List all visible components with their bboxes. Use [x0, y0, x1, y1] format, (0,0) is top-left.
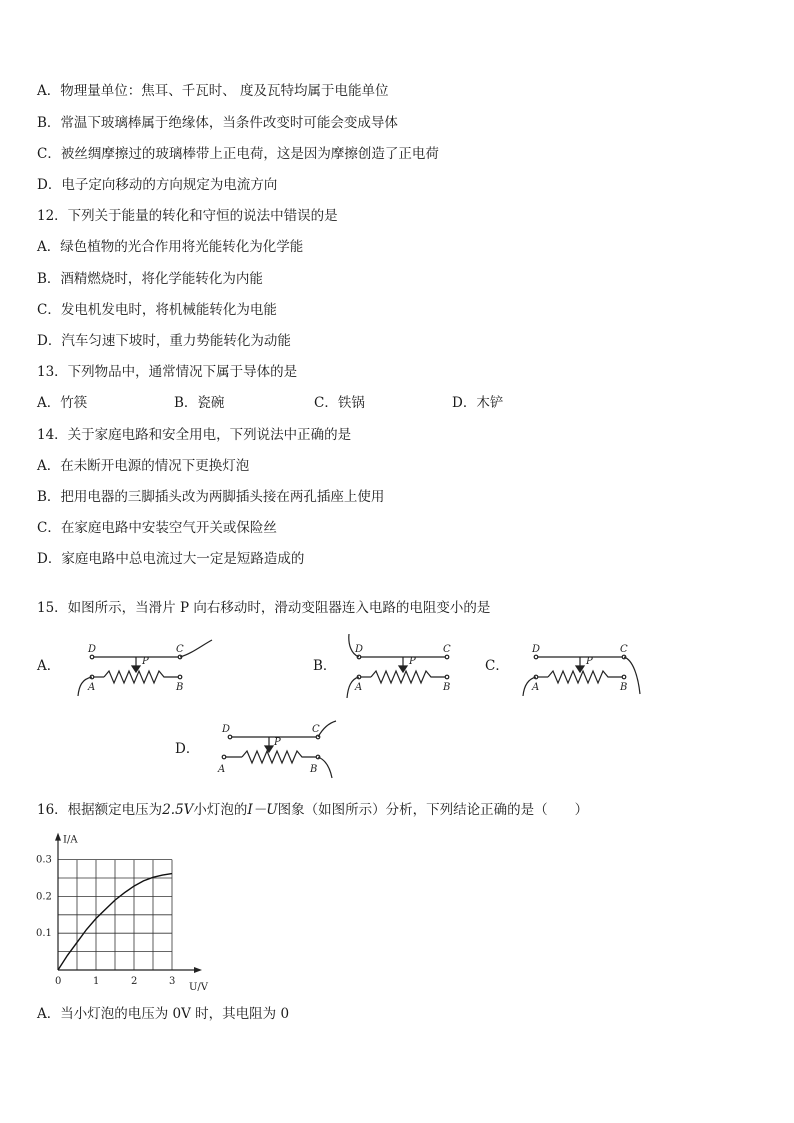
q16-stem-after: 图象（如图所示）分析，下列结论正确的是（ ）	[277, 802, 589, 818]
q11-option-b: B．常温下玻璃棒属于绝缘体，当条件改变时可能会变成导体	[37, 115, 398, 131]
terminal-b-label: B	[443, 682, 451, 693]
terminal-d-label: D	[355, 644, 364, 655]
q12-option-a: A．绿色植物的光合作用将光能转化为化学能	[37, 239, 304, 255]
q15-label-c: C．	[485, 658, 509, 674]
rheostat-diagram-d	[214, 716, 338, 782]
q13-options	[37, 394, 637, 412]
q12-stem: 12．下列关于能量的转化和守恒的说法中错误的是	[37, 208, 338, 224]
iu-graph	[30, 830, 220, 1000]
terminal-a-label: A	[88, 682, 96, 693]
x-axis-label: U/V	[189, 982, 209, 993]
y-tick-label: 0.2	[36, 891, 52, 903]
slider-p-label: P	[274, 737, 281, 748]
x-tick-label: 1	[93, 976, 100, 987]
q12-option-b: B．酒精燃烧时，将化学能转化为内能	[37, 271, 263, 287]
terminal-d-label: D	[222, 724, 231, 735]
terminal-a-label: A	[532, 682, 540, 693]
q13-stem: 13．下列物品中，通常情况下属于导体的是	[37, 364, 298, 380]
slider-p-label: P	[142, 656, 149, 667]
terminal-c-label: C	[312, 724, 320, 735]
slider-p-label: P	[586, 656, 593, 667]
q15-label-b: B．	[313, 658, 337, 674]
terminal-a-label: A	[355, 682, 363, 693]
y-axis-arrow	[55, 833, 61, 841]
q12-option-c: C．发电机发电时，将机械能转化为电能	[37, 302, 277, 318]
terminal-b-label: B	[620, 682, 628, 693]
q16-graph-name: I－U	[247, 802, 278, 818]
q14-stem: 14．关于家庭电路和安全用电，下列说法中正确的是	[37, 427, 352, 443]
y-tick-label: 0.3	[36, 854, 52, 866]
q13-option-c: C．铁锅	[314, 395, 365, 411]
rheostat-diagram-c	[520, 636, 644, 702]
q15-label-a: A．	[37, 658, 61, 674]
terminal-c-label: C	[176, 644, 184, 655]
q14-option-d: D．家庭电路中总电流过大一定是短路造成的	[37, 551, 305, 567]
terminal-b-label: B	[176, 682, 184, 693]
q13-option-d: D．木铲	[452, 395, 504, 411]
slider-p-label: P	[409, 656, 416, 667]
terminal-a-label: A	[218, 764, 226, 775]
q14-option-c: C．在家庭电路中安装空气开关或保险丝	[37, 520, 277, 536]
q16-stem-before: 16．根据额定电压为	[37, 802, 163, 818]
q16-option-a: A．当小灯泡的电压为 0V 时，其电阻为 0	[37, 1006, 290, 1022]
q11-option-a: A．物理量单位：焦耳、千瓦时、 度及瓦特均属于电能单位	[37, 83, 389, 99]
terminal-d-label: D	[532, 644, 541, 655]
x-tick-label: 0	[55, 976, 62, 987]
q12-option-d: D．汽车匀速下坡时，重力势能转化为动能	[37, 333, 291, 349]
x-tick-label: 3	[169, 976, 176, 987]
q11-option-d: D．电子定向移动的方向规定为电流方向	[37, 177, 278, 193]
terminal-d-label: D	[88, 644, 97, 655]
q15-label-d: D．	[175, 741, 200, 757]
q13-option-a: A．竹筷	[37, 395, 88, 411]
q16-stem	[37, 801, 588, 819]
rheostat-diagram-a	[76, 636, 216, 702]
q14-option-a: A．在未断开电源的情况下更换灯泡	[37, 458, 250, 474]
q14-option-b: B．把用电器的三脚插头改为两脚插头接在两孔插座上使用	[37, 489, 385, 505]
q16-voltage: 2.5V	[162, 802, 194, 818]
terminal-c-label: C	[620, 644, 628, 655]
q15-stem: 15．如图所示，当滑片 P 向右移动时，滑动变阻器连入电路的电阻变小的是	[37, 600, 491, 616]
q16-stem-mid: 小灯泡的	[193, 802, 248, 818]
x-tick-label: 2	[131, 976, 138, 987]
terminal-c-label: C	[443, 644, 451, 655]
y-tick-label: 0.1	[36, 928, 52, 940]
y-axis-label: I/A	[63, 834, 78, 846]
terminal-b-label: B	[310, 764, 318, 775]
x-axis-arrow	[194, 967, 202, 973]
q13-option-b: B．瓷碗	[174, 395, 225, 411]
rheostat-diagram-b	[343, 632, 463, 702]
q11-option-c: C．被丝绸摩擦过的玻璃棒带上正电荷，这是因为摩擦创造了正电荷	[37, 146, 439, 162]
